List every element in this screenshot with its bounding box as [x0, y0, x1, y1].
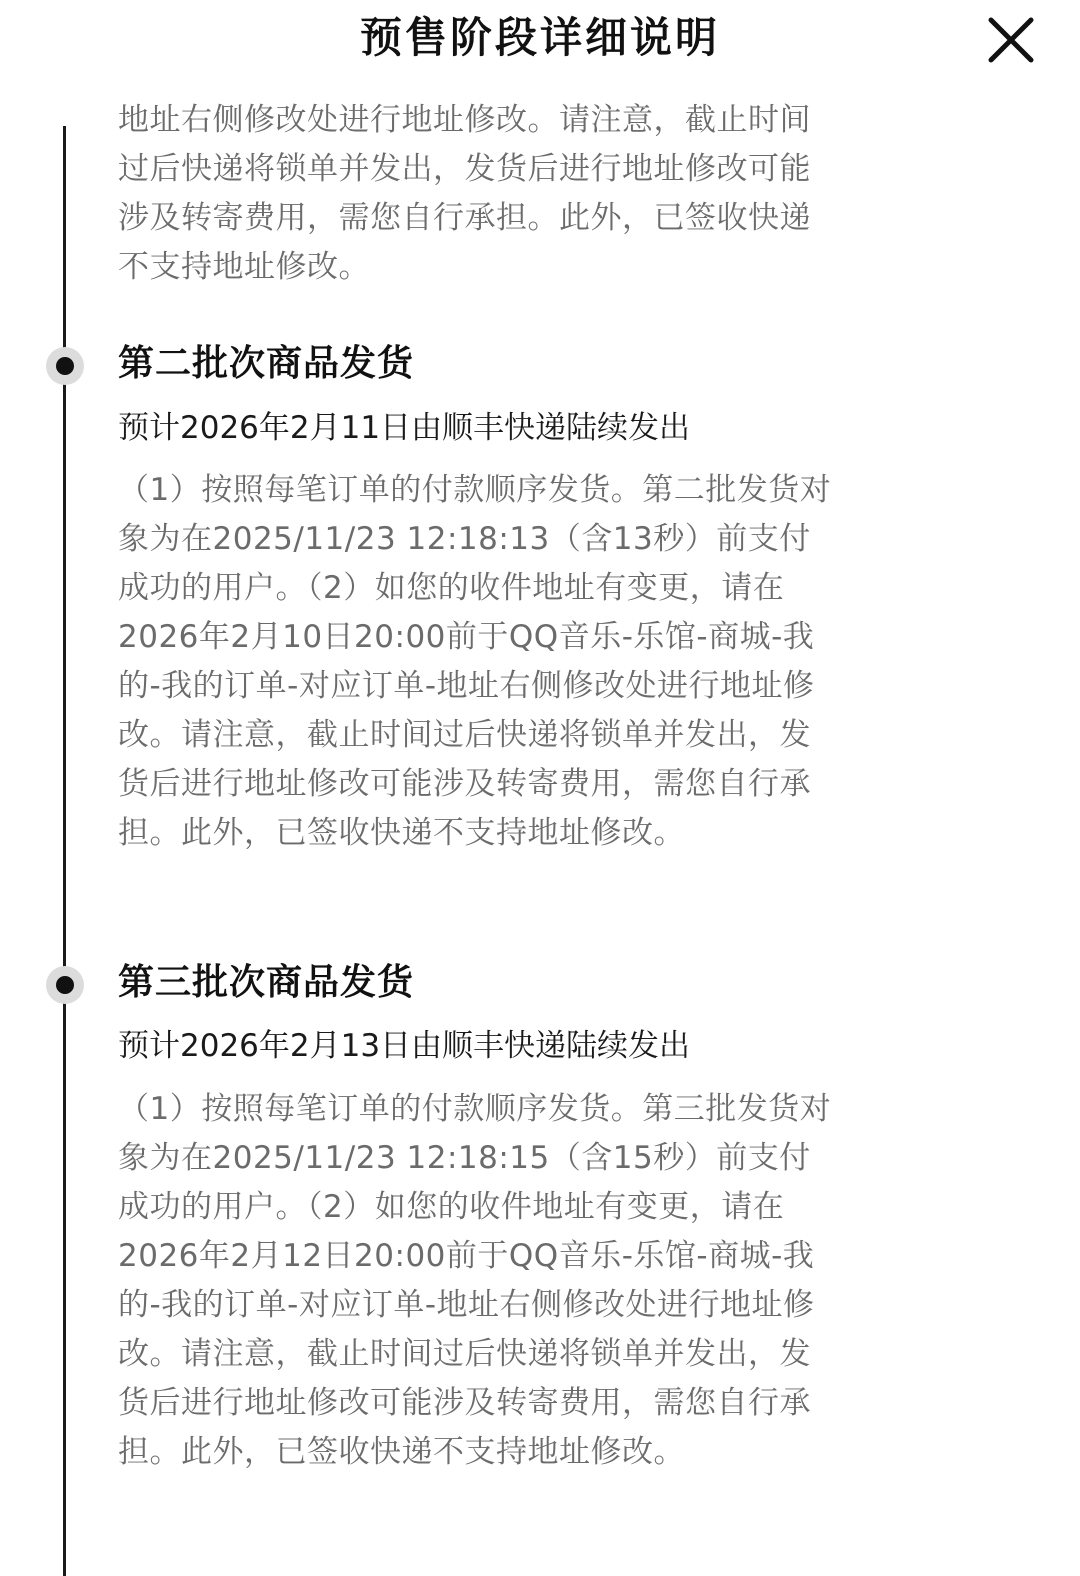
section-body: （1）按照每笔订单的付款顺序发货。第三批发货对象为在2025/11/23 12:18:15（含15秒）前支付成功的用户。（2）如您的收件地址有变更，请在2026年2月12日20:00前于QQ音乐-乐馆-商城-我的-我的订单-对应订单-地址右侧修改处进行地址修改。请注意，截止时间过后快递将锁单并发出，发货后进行地址修改可能涉及转寄费用，需您自行承担。此外，已签收快递不支持地址修改。 — [118, 1091, 832, 1470]
timeline-dot — [46, 347, 84, 385]
modal-header — [0, 0, 1080, 100]
timeline-line — [63, 126, 66, 1576]
page-title: 预售阶段详细说明 — [359, 13, 720, 62]
section-title: 第二批次商品发货 — [118, 343, 415, 384]
intro-text: 地址右侧修改处进行地址修改。请注意，截止时间过后快递将锁单并发出，发货后进行地址修改可能涉及转寄费用，需您自行承担。此外，已签收快递不支持地址修改。 — [118, 102, 811, 285]
section-title: 第三批次商品发货 — [118, 962, 415, 1003]
section-subtitle: 预计2026年2月13日由顺丰快递陆续发出 — [118, 1028, 691, 1064]
close-button[interactable] — [983, 12, 1039, 68]
timeline-dot — [46, 966, 84, 1004]
section-body: （1）按照每笔订单的付款顺序发货。第二批发货对象为在2025/11/23 12:18:13（含13秒）前支付成功的用户。（2）如您的收件地址有变更，请在2026年2月10日20:00前于QQ音乐-乐馆-商城-我的-我的订单-对应订单-地址右侧修改处进行地址修改。请注意，截止时间过后快递将锁单并发出，发货后进行地址修改可能涉及转寄费用，需您自行承担。此外，已签收快递不支持地址修改。 — [118, 472, 832, 851]
section-subtitle: 预计2026年2月11日由顺丰快递陆续发出 — [118, 410, 691, 446]
close-icon — [983, 12, 1039, 68]
